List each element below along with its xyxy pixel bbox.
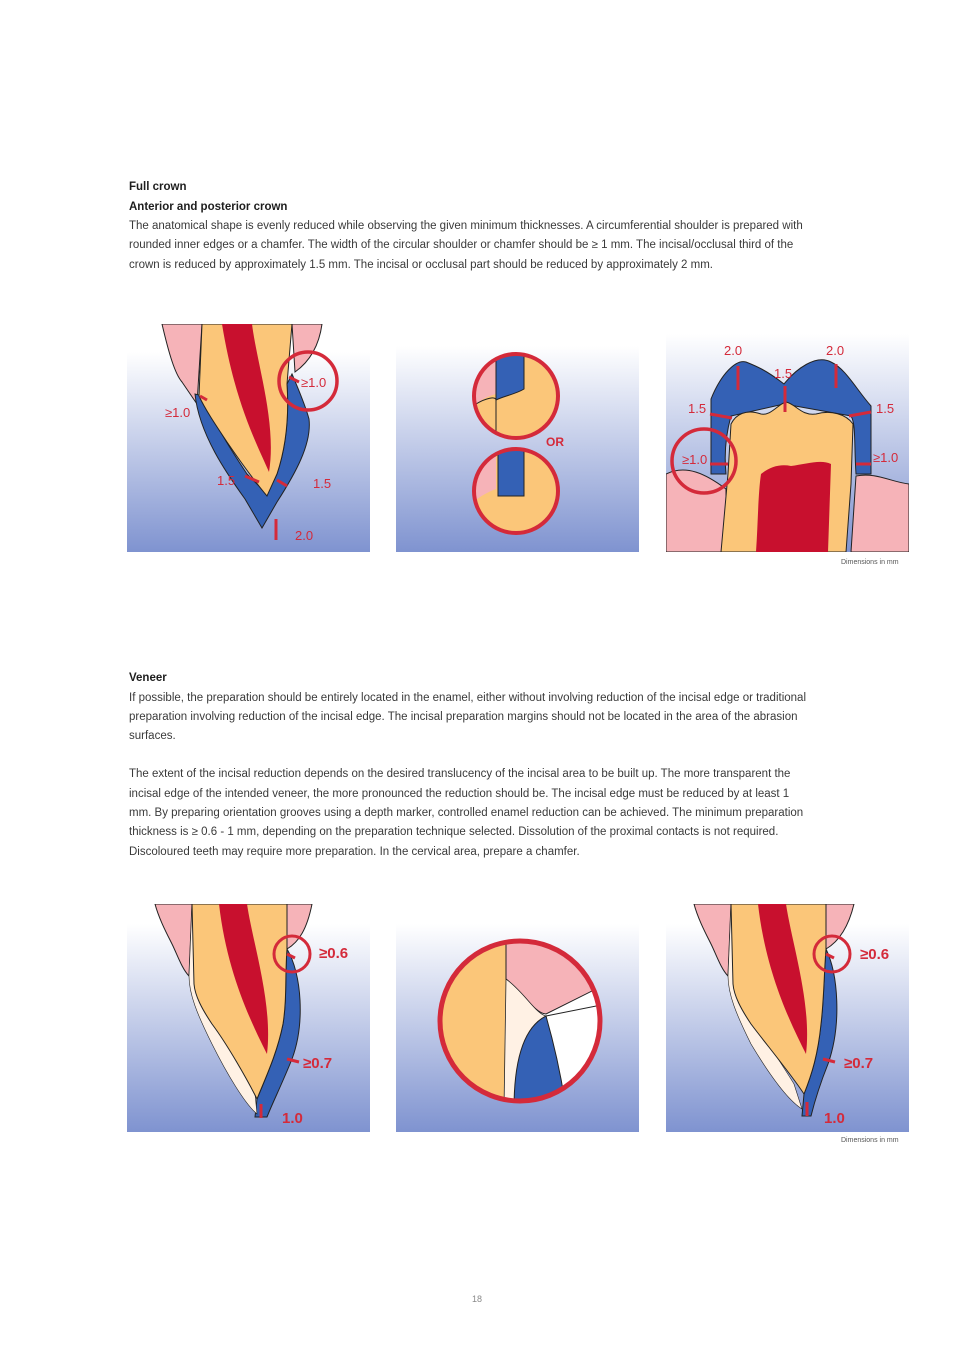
veneer-paragraph-1: If possible, the preparation should be entirely located in the enamel, either without involving reduction of the incisal edge or traditional preparation involving reduction of the incisal edge. The incisal preparation margins should not be located in the area of the abrasion surfaces. (129, 691, 806, 743)
full-crown-paragraph: The anatomical shape is evenly reduced while observing the given minimum thicknesses. A circumferential shoulder is prepared with rounded inner edges or a chamfer. The width of the circular shoulder or chamfer should be ≥ 1 mm. The incisal/occlusal third of the crown is reduced by approximately 1.5 mm. The incisal or occlusal part should be reduced by approximately 2 mm. (129, 220, 803, 271)
full-crown-subheading: Anterior and posterior crown (129, 200, 288, 213)
fc3-label-2a: 2.0 (724, 343, 743, 358)
veneer-margin-figure (396, 904, 639, 1132)
full-crown-anterior-figure (127, 324, 370, 552)
full-crown-section (129, 178, 809, 275)
fc1-label-circle: ≥1.0 (301, 375, 327, 390)
full-crown-heading: Full crown (129, 181, 187, 193)
full-crown-margin-figure (396, 324, 639, 552)
full-crown-posterior-figure (666, 324, 909, 552)
v1-label-06: ≥0.6 (319, 945, 349, 962)
page-number: 18 (471, 1294, 482, 1304)
fc3-label-center: 1.5 (774, 366, 793, 381)
fc3-label-shoulder-left: ≥1.0 (682, 452, 708, 467)
fc1-label-shoulder: ≥1.0 (165, 405, 191, 420)
veneer-dimensions-note: Dimensions in mm (841, 1137, 899, 1144)
v3-label-10: 1.0 (824, 1110, 845, 1127)
full-crown-dimensions-note: Dimensions in mm (841, 559, 899, 566)
or-label: OR (546, 435, 564, 449)
fc1-label-left: 1.5 (217, 473, 236, 488)
v3-label-07: ≥0.7 (844, 1055, 874, 1072)
veneer-section (129, 669, 809, 862)
v1-label-10: 1.0 (282, 1110, 303, 1127)
veneer-incisal-figure-2 (666, 904, 909, 1132)
v1-label-07: ≥0.7 (303, 1055, 333, 1072)
v3-label-06: ≥0.6 (860, 946, 890, 963)
fc3-label-2b: 2.0 (826, 343, 845, 358)
fc3-label-right: 1.5 (876, 401, 895, 416)
fc1-label-right: 1.5 (313, 476, 332, 491)
veneer-paragraph-2: The extent of the incisal reduction depends on the desired translucency of the incisal area to be built up. The more transparent the incisal edge of the intended veneer, the more pronounced the reduction should be. The incisal edge must be reduced by at least 1 mm. By preparing orientation grooves using a depth marker, controlled enamel reduction can be achieved. The minimum preparation thickness is ≥ 0.6 - 1 mm, depending on the preparation technique selected. Dissolution of the proximal contacts is not required. Discoloured teeth may require more preparation. In the cervical area, prepare a chamfer. (129, 768, 804, 858)
fc3-label-left: 1.5 (688, 401, 707, 416)
veneer-incisal-figure-1 (127, 904, 370, 1132)
fc3-label-shoulder-right: ≥1.0 (873, 450, 899, 465)
fc1-label-incisal: 2.0 (295, 528, 314, 543)
veneer-heading: Veneer (129, 672, 167, 684)
